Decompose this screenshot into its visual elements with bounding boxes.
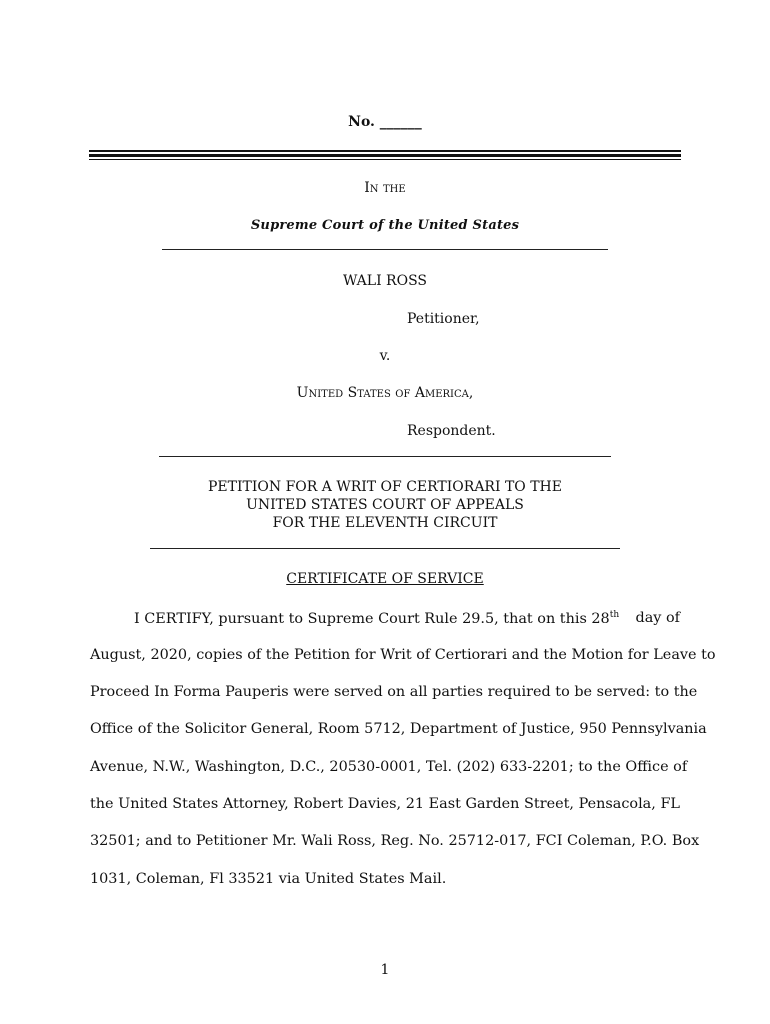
divider-1 — [162, 249, 608, 250]
certificate-line-5: Avenue, N.W., Washington, D.C., 20530-0001, Tel. (202) 633-2201; to the Office of — [90, 759, 688, 775]
divider-3 — [150, 548, 620, 549]
in-the-label: In the — [364, 180, 406, 196]
petition-title-line-3: FOR THE ELEVENTH CIRCUIT — [272, 515, 498, 531]
petition-title-line-2: UNITED STATES COURT OF APPEALS — [246, 497, 524, 513]
court-name: Supreme Court of the United States — [250, 218, 520, 233]
certificate-line-3: Proceed In Forma Pauperis were served on all parties required to be served: to the — [90, 684, 698, 700]
petitioner-name: WALI ROSS — [342, 273, 428, 289]
certificate-line-1 — [134, 610, 680, 627]
divider-2 — [159, 456, 611, 457]
certificate-line-7: 32501; and to Petitioner Mr. Wali Ross, Reg. No. 25712-017, FCI Coleman, P.O. Box — [90, 833, 700, 849]
respondent-role: Respondent. — [407, 423, 496, 439]
versus-label: v. — [379, 348, 391, 364]
respondent-name: United States of America, — [296, 385, 474, 401]
certificate-line-6: the United States Attorney, Robert Davies, 21 East Garden Street, Pensacola, FL — [90, 796, 680, 812]
petitioner-role: Petitioner, — [407, 311, 480, 327]
case-number: No. ______ — [348, 114, 422, 130]
certificate-heading-text: CERTIFICATE OF SERVICE — [286, 571, 484, 587]
ordinal-suffix: th — [609, 610, 620, 620]
certificate-line-2: August, 2020, copies of the Petition for Writ of Certiorari and the Motion for Leave to — [90, 647, 716, 663]
certificate-heading — [0, 571, 770, 587]
certificate-line-1-text: I CERTIFY, pursuant to Supreme Court Rule 29.5, that on this 28 — [134, 610, 610, 627]
certificate-line-8: 1031, Coleman, Fl 33521 via United States Mail. — [90, 871, 447, 887]
petition-title-line-1: PETITION FOR A WRIT OF CERTIORARI TO THE — [208, 479, 562, 495]
certificate-line-4: Office of the Solicitor General, Room 5712, Department of Justice, 950 Pennsylvania — [90, 721, 707, 737]
page-number: 1 — [380, 962, 390, 978]
certificate-line-1-end: day of — [635, 610, 680, 626]
petition-title — [0, 478, 770, 532]
